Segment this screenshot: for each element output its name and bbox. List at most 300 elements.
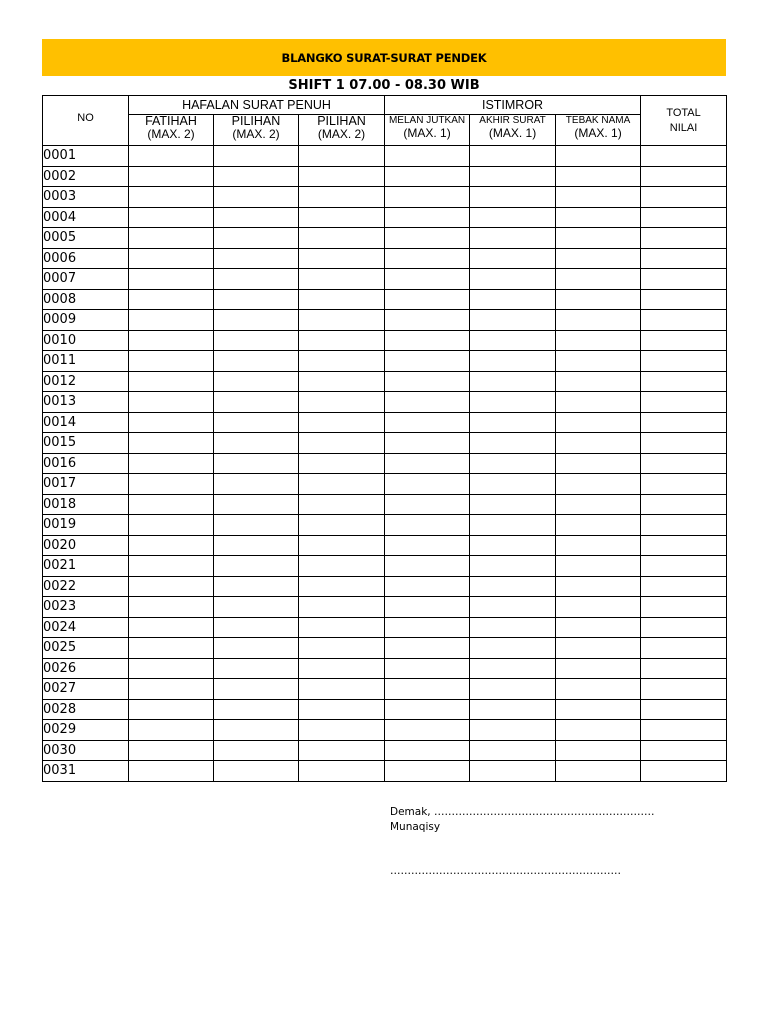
score-cell[interactable] bbox=[385, 228, 470, 249]
score-cell[interactable] bbox=[385, 351, 470, 372]
score-cell[interactable] bbox=[385, 207, 470, 228]
score-cell[interactable] bbox=[214, 535, 299, 556]
score-cell[interactable] bbox=[385, 453, 470, 474]
score-cell[interactable] bbox=[299, 269, 385, 290]
score-cell[interactable] bbox=[470, 679, 556, 700]
row-number: 0020 bbox=[43, 535, 129, 556]
score-cell[interactable] bbox=[299, 228, 385, 249]
score-cell[interactable] bbox=[470, 535, 556, 556]
score-cell[interactable] bbox=[129, 228, 214, 249]
score-cell[interactable] bbox=[299, 761, 385, 782]
row-number: 0015 bbox=[43, 433, 129, 454]
group-header-istimror: ISTIMROR bbox=[385, 96, 641, 115]
score-cell[interactable] bbox=[385, 658, 470, 679]
score-cell[interactable] bbox=[214, 166, 299, 187]
table-row bbox=[43, 392, 727, 413]
score-cell[interactable] bbox=[385, 474, 470, 495]
score-cell[interactable] bbox=[556, 371, 641, 392]
row-number: 0016 bbox=[43, 453, 129, 474]
table-row bbox=[43, 556, 727, 577]
score-cell[interactable] bbox=[385, 310, 470, 331]
score-cell[interactable] bbox=[470, 515, 556, 536]
row-number: 0010 bbox=[43, 330, 129, 351]
score-cell[interactable] bbox=[214, 720, 299, 741]
row-number: 0006 bbox=[43, 248, 129, 269]
score-cell[interactable] bbox=[556, 638, 641, 659]
score-cell[interactable] bbox=[641, 146, 727, 167]
score-cell[interactable] bbox=[641, 535, 727, 556]
subcolumn-max: (MAX. 1) bbox=[488, 126, 537, 140]
score-cell[interactable] bbox=[385, 576, 470, 597]
subcolumn-max: (MAX. 2) bbox=[317, 127, 366, 141]
score-cell[interactable] bbox=[129, 556, 214, 577]
score-cell[interactable] bbox=[299, 248, 385, 269]
score-cell[interactable] bbox=[129, 187, 214, 208]
row-number: 0022 bbox=[43, 576, 129, 597]
score-cell[interactable] bbox=[556, 412, 641, 433]
score-cell[interactable] bbox=[299, 371, 385, 392]
score-cell[interactable] bbox=[214, 515, 299, 536]
signature-name-line: ………………………………………………………… bbox=[390, 865, 621, 877]
score-cell[interactable] bbox=[641, 433, 727, 454]
score-cell[interactable] bbox=[556, 474, 641, 495]
score-cell[interactable] bbox=[385, 146, 470, 167]
score-cell[interactable] bbox=[641, 453, 727, 474]
score-cell[interactable] bbox=[299, 392, 385, 413]
table-row bbox=[43, 679, 727, 700]
score-cell[interactable] bbox=[641, 699, 727, 720]
score-cell[interactable] bbox=[470, 699, 556, 720]
score-cell[interactable] bbox=[641, 330, 727, 351]
score-cell[interactable] bbox=[470, 576, 556, 597]
score-cell[interactable] bbox=[299, 146, 385, 167]
score-cell[interactable] bbox=[385, 638, 470, 659]
score-cell[interactable] bbox=[385, 166, 470, 187]
subcolumn-label: PILIHAN bbox=[231, 114, 281, 128]
score-cell[interactable] bbox=[129, 535, 214, 556]
score-cell[interactable] bbox=[214, 617, 299, 638]
subcolumn-label: TEBAK NAMA bbox=[565, 115, 631, 126]
table-row bbox=[43, 761, 727, 782]
score-cell[interactable] bbox=[129, 310, 214, 331]
score-cell[interactable] bbox=[470, 248, 556, 269]
score-cell[interactable] bbox=[641, 638, 727, 659]
score-cell[interactable] bbox=[641, 556, 727, 577]
score-cell[interactable] bbox=[470, 474, 556, 495]
row-number: 0009 bbox=[43, 310, 129, 331]
score-cell[interactable] bbox=[214, 597, 299, 618]
score-cell[interactable] bbox=[385, 248, 470, 269]
score-cell[interactable] bbox=[556, 392, 641, 413]
score-cell[interactable] bbox=[556, 658, 641, 679]
score-cell[interactable] bbox=[214, 494, 299, 515]
column-header-fatihah bbox=[129, 115, 214, 146]
column-header-tebak-nama bbox=[556, 115, 641, 146]
score-cell[interactable] bbox=[129, 740, 214, 761]
score-cell[interactable] bbox=[641, 248, 727, 269]
subcolumn-label: PILIHAN bbox=[317, 114, 366, 128]
score-cell[interactable] bbox=[214, 228, 299, 249]
score-cell[interactable] bbox=[470, 166, 556, 187]
score-cell[interactable] bbox=[214, 330, 299, 351]
score-cell[interactable] bbox=[556, 207, 641, 228]
table-row bbox=[43, 146, 727, 167]
score-cell[interactable] bbox=[129, 207, 214, 228]
score-cell[interactable] bbox=[641, 617, 727, 638]
row-number: 0003 bbox=[43, 187, 129, 208]
table-row bbox=[43, 720, 727, 741]
score-cell[interactable] bbox=[470, 269, 556, 290]
subcolumn-max: (MAX. 2) bbox=[147, 127, 195, 141]
table-row bbox=[43, 371, 727, 392]
score-cell[interactable] bbox=[641, 720, 727, 741]
table-row bbox=[43, 433, 727, 454]
score-cell[interactable] bbox=[641, 371, 727, 392]
score-cell[interactable] bbox=[556, 269, 641, 290]
score-cell[interactable] bbox=[129, 371, 214, 392]
score-cell[interactable] bbox=[299, 207, 385, 228]
table-row bbox=[43, 658, 727, 679]
group-header-hafalan: HAFALAN SURAT PENUH bbox=[129, 96, 385, 115]
column-header-akhir-surat bbox=[470, 115, 556, 146]
score-cell[interactable] bbox=[470, 146, 556, 167]
score-cell[interactable] bbox=[214, 556, 299, 577]
score-cell[interactable] bbox=[214, 658, 299, 679]
subcolumn-max: (MAX. 1) bbox=[574, 126, 622, 140]
row-number: 0002 bbox=[43, 166, 129, 187]
score-cell[interactable] bbox=[385, 679, 470, 700]
score-cell[interactable] bbox=[385, 535, 470, 556]
score-cell[interactable] bbox=[641, 392, 727, 413]
score-cell[interactable] bbox=[470, 617, 556, 638]
score-cell[interactable] bbox=[556, 699, 641, 720]
score-cell[interactable] bbox=[641, 269, 727, 290]
row-number: 0007 bbox=[43, 269, 129, 290]
table-row bbox=[43, 166, 727, 187]
score-cell[interactable] bbox=[214, 679, 299, 700]
score-cell[interactable] bbox=[556, 166, 641, 187]
score-cell[interactable] bbox=[214, 412, 299, 433]
score-cell[interactable] bbox=[299, 515, 385, 536]
row-number: 0028 bbox=[43, 699, 129, 720]
score-table bbox=[42, 95, 727, 782]
score-cell[interactable] bbox=[556, 146, 641, 167]
score-cell[interactable] bbox=[214, 433, 299, 454]
score-cell[interactable] bbox=[385, 761, 470, 782]
score-cell[interactable] bbox=[556, 351, 641, 372]
score-cell[interactable] bbox=[470, 330, 556, 351]
score-cell[interactable] bbox=[385, 269, 470, 290]
row-number: 0004 bbox=[43, 207, 129, 228]
score-cell[interactable] bbox=[385, 392, 470, 413]
score-cell[interactable] bbox=[470, 494, 556, 515]
score-cell[interactable] bbox=[129, 699, 214, 720]
column-header-total bbox=[641, 96, 727, 146]
score-cell[interactable] bbox=[641, 740, 727, 761]
table-row bbox=[43, 351, 727, 372]
score-cell[interactable] bbox=[470, 761, 556, 782]
row-number: 0017 bbox=[43, 474, 129, 495]
column-header-melanjutkan bbox=[385, 115, 470, 146]
score-cell[interactable] bbox=[129, 412, 214, 433]
score-cell[interactable] bbox=[470, 187, 556, 208]
score-cell[interactable] bbox=[556, 187, 641, 208]
score-cell[interactable] bbox=[214, 269, 299, 290]
row-number: 0005 bbox=[43, 228, 129, 249]
score-cell[interactable] bbox=[470, 658, 556, 679]
row-number: 0012 bbox=[43, 371, 129, 392]
score-cell[interactable] bbox=[556, 617, 641, 638]
row-number: 0026 bbox=[43, 658, 129, 679]
score-cell[interactable] bbox=[299, 556, 385, 577]
score-cell[interactable] bbox=[129, 269, 214, 290]
table-row bbox=[43, 474, 727, 495]
table-row bbox=[43, 515, 727, 536]
score-cell[interactable] bbox=[470, 207, 556, 228]
row-number: 0021 bbox=[43, 556, 129, 577]
table-row bbox=[43, 597, 727, 618]
score-cell[interactable] bbox=[556, 576, 641, 597]
score-cell[interactable] bbox=[299, 351, 385, 372]
score-cell[interactable] bbox=[385, 740, 470, 761]
table-row bbox=[43, 248, 727, 269]
score-cell[interactable] bbox=[385, 330, 470, 351]
row-number: 0030 bbox=[43, 740, 129, 761]
score-cell[interactable] bbox=[470, 740, 556, 761]
score-cell[interactable] bbox=[299, 187, 385, 208]
score-cell[interactable] bbox=[214, 187, 299, 208]
score-cell[interactable] bbox=[385, 289, 470, 310]
score-cell[interactable] bbox=[214, 310, 299, 331]
score-cell[interactable] bbox=[641, 187, 727, 208]
score-cell[interactable] bbox=[385, 617, 470, 638]
score-cell[interactable] bbox=[129, 453, 214, 474]
column-header-no: NO bbox=[43, 96, 129, 146]
score-cell[interactable] bbox=[385, 371, 470, 392]
score-cell[interactable] bbox=[299, 330, 385, 351]
score-cell[interactable] bbox=[385, 494, 470, 515]
score-cell[interactable] bbox=[556, 310, 641, 331]
score-cell[interactable] bbox=[385, 412, 470, 433]
score-cell[interactable] bbox=[299, 638, 385, 659]
score-cell[interactable] bbox=[129, 494, 214, 515]
score-cell[interactable] bbox=[641, 228, 727, 249]
score-cell[interactable] bbox=[299, 166, 385, 187]
score-cell[interactable] bbox=[129, 576, 214, 597]
score-cell[interactable] bbox=[470, 638, 556, 659]
score-cell[interactable] bbox=[129, 679, 214, 700]
score-cell[interactable] bbox=[556, 228, 641, 249]
score-cell[interactable] bbox=[299, 720, 385, 741]
score-cell[interactable] bbox=[470, 310, 556, 331]
subcolumn-label: FATIHAH bbox=[145, 114, 197, 128]
score-cell[interactable] bbox=[299, 412, 385, 433]
score-cell[interactable] bbox=[641, 310, 727, 331]
score-cell[interactable] bbox=[641, 474, 727, 495]
score-cell[interactable] bbox=[299, 658, 385, 679]
score-cell[interactable] bbox=[299, 699, 385, 720]
score-cell[interactable] bbox=[641, 576, 727, 597]
score-cell[interactable] bbox=[299, 433, 385, 454]
score-cell[interactable] bbox=[470, 720, 556, 741]
score-cell[interactable] bbox=[556, 761, 641, 782]
score-cell[interactable] bbox=[470, 556, 556, 577]
subcolumn-max: (MAX. 2) bbox=[232, 127, 280, 141]
score-cell[interactable] bbox=[385, 187, 470, 208]
score-cell[interactable] bbox=[214, 453, 299, 474]
row-number: 0014 bbox=[43, 412, 129, 433]
score-cell[interactable] bbox=[129, 351, 214, 372]
score-cell[interactable] bbox=[299, 597, 385, 618]
score-rows bbox=[43, 146, 727, 782]
score-cell[interactable] bbox=[214, 474, 299, 495]
row-number: 0029 bbox=[43, 720, 129, 741]
score-cell[interactable] bbox=[470, 351, 556, 372]
score-cell[interactable] bbox=[214, 289, 299, 310]
score-cell[interactable] bbox=[556, 330, 641, 351]
shift-heading: SHIFT 1 07.00 - 08.30 WIB bbox=[288, 78, 480, 93]
table-row bbox=[43, 269, 727, 290]
score-cell[interactable] bbox=[214, 576, 299, 597]
table-row bbox=[43, 699, 727, 720]
table-row bbox=[43, 310, 727, 331]
score-cell[interactable] bbox=[129, 720, 214, 741]
score-cell[interactable] bbox=[556, 597, 641, 618]
score-cell[interactable] bbox=[299, 617, 385, 638]
score-cell[interactable] bbox=[556, 740, 641, 761]
score-cell[interactable] bbox=[470, 289, 556, 310]
score-cell[interactable] bbox=[299, 453, 385, 474]
score-cell[interactable] bbox=[299, 679, 385, 700]
score-cell[interactable] bbox=[129, 166, 214, 187]
subcolumn-label: AKHIR SURAT bbox=[479, 115, 546, 126]
score-cell[interactable] bbox=[299, 494, 385, 515]
score-cell[interactable] bbox=[299, 740, 385, 761]
score-cell[interactable] bbox=[641, 761, 727, 782]
table-row bbox=[43, 412, 727, 433]
score-cell[interactable] bbox=[470, 371, 556, 392]
row-number: 0024 bbox=[43, 617, 129, 638]
score-cell[interactable] bbox=[214, 207, 299, 228]
score-cell[interactable] bbox=[129, 617, 214, 638]
score-cell[interactable] bbox=[385, 556, 470, 577]
score-cell[interactable] bbox=[470, 392, 556, 413]
table-row bbox=[43, 740, 727, 761]
column-header-pilihan-2 bbox=[299, 115, 385, 146]
signature-role: Munaqisy bbox=[390, 821, 441, 833]
score-cell[interactable] bbox=[641, 679, 727, 700]
score-cell[interactable] bbox=[214, 146, 299, 167]
score-cell[interactable] bbox=[556, 515, 641, 536]
score-cell[interactable] bbox=[129, 474, 214, 495]
score-cell[interactable] bbox=[214, 638, 299, 659]
score-cell[interactable] bbox=[214, 248, 299, 269]
score-cell[interactable] bbox=[470, 228, 556, 249]
score-cell[interactable] bbox=[129, 761, 214, 782]
score-cell[interactable] bbox=[470, 412, 556, 433]
score-cell[interactable] bbox=[385, 433, 470, 454]
score-cell[interactable] bbox=[214, 392, 299, 413]
score-cell[interactable] bbox=[470, 597, 556, 618]
signature-place-date: Demak, ……………………………………………………… bbox=[390, 806, 655, 818]
score-cell[interactable] bbox=[556, 556, 641, 577]
score-cell[interactable] bbox=[641, 515, 727, 536]
score-cell[interactable] bbox=[385, 515, 470, 536]
nilai-label: NILAI bbox=[669, 121, 698, 134]
table-row bbox=[43, 207, 727, 228]
score-cell[interactable] bbox=[641, 289, 727, 310]
score-cell[interactable] bbox=[214, 351, 299, 372]
score-cell[interactable] bbox=[556, 494, 641, 515]
score-cell[interactable] bbox=[556, 289, 641, 310]
score-cell[interactable] bbox=[214, 699, 299, 720]
table-row bbox=[43, 638, 727, 659]
score-cell[interactable] bbox=[299, 576, 385, 597]
subcolumn-label: MELAN JUTKAN bbox=[388, 115, 466, 126]
score-cell[interactable] bbox=[470, 453, 556, 474]
row-number: 0008 bbox=[43, 289, 129, 310]
form-title: BLANGKO SURAT-SURAT PENDEK bbox=[281, 50, 487, 65]
score-cell[interactable] bbox=[129, 146, 214, 167]
table-row bbox=[43, 576, 727, 597]
score-cell[interactable] bbox=[641, 412, 727, 433]
score-cell[interactable] bbox=[214, 740, 299, 761]
subcolumn-max: (MAX. 1) bbox=[403, 126, 451, 140]
score-cell[interactable] bbox=[129, 638, 214, 659]
score-cell[interactable] bbox=[641, 166, 727, 187]
score-cell[interactable] bbox=[556, 433, 641, 454]
score-cell[interactable] bbox=[299, 535, 385, 556]
score-cell[interactable] bbox=[556, 720, 641, 741]
row-number: 0025 bbox=[43, 638, 129, 659]
row-number: 0023 bbox=[43, 597, 129, 618]
score-cell[interactable] bbox=[641, 658, 727, 679]
score-cell[interactable] bbox=[470, 433, 556, 454]
score-cell[interactable] bbox=[129, 597, 214, 618]
score-cell[interactable] bbox=[556, 679, 641, 700]
score-cell[interactable] bbox=[641, 597, 727, 618]
score-cell[interactable] bbox=[299, 289, 385, 310]
score-cell[interactable] bbox=[129, 289, 214, 310]
table-row bbox=[43, 187, 727, 208]
score-cell[interactable] bbox=[129, 658, 214, 679]
table-row bbox=[43, 330, 727, 351]
score-cell[interactable] bbox=[214, 761, 299, 782]
score-cell[interactable] bbox=[129, 433, 214, 454]
score-cell[interactable] bbox=[556, 535, 641, 556]
score-cell[interactable] bbox=[641, 494, 727, 515]
score-cell[interactable] bbox=[299, 474, 385, 495]
score-cell[interactable] bbox=[385, 720, 470, 741]
table-row bbox=[43, 289, 727, 310]
score-cell[interactable] bbox=[129, 392, 214, 413]
score-cell[interactable] bbox=[385, 699, 470, 720]
score-cell[interactable] bbox=[641, 207, 727, 228]
score-cell[interactable] bbox=[556, 453, 641, 474]
score-cell[interactable] bbox=[129, 248, 214, 269]
row-number: 0001 bbox=[43, 146, 129, 167]
score-cell[interactable] bbox=[214, 371, 299, 392]
table-row bbox=[43, 453, 727, 474]
score-cell[interactable] bbox=[299, 310, 385, 331]
table-row bbox=[43, 228, 727, 249]
score-cell[interactable] bbox=[641, 351, 727, 372]
row-number: 0019 bbox=[43, 515, 129, 536]
score-cell[interactable] bbox=[556, 248, 641, 269]
score-cell[interactable] bbox=[385, 597, 470, 618]
score-cell[interactable] bbox=[129, 515, 214, 536]
score-cell[interactable] bbox=[129, 330, 214, 351]
